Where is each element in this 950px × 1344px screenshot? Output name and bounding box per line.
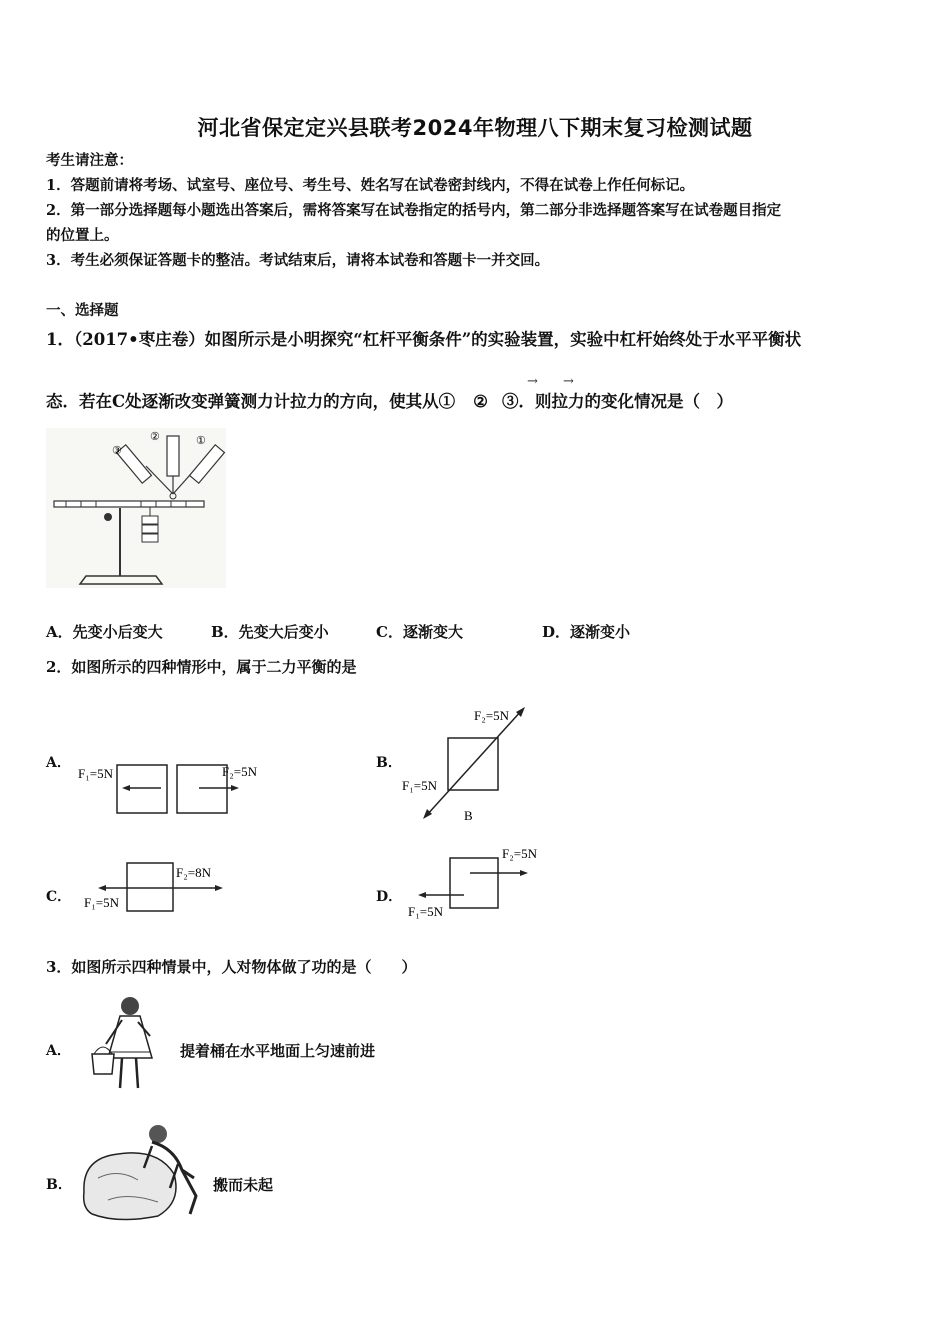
force-label-f1: F₁=5N xyxy=(78,766,113,781)
q1-stem-line1: 1．（2017•枣庄卷）如图所示是小明探究“杠杆平衡条件”的实验装置，实验中杠杆始终处于水平平衡状 xyxy=(46,330,802,349)
arrow-icon: → xyxy=(527,374,538,389)
notice-item-1: 1．答题前请将考场、试室号、座位号、考生号、姓名写在试卷密封线内，不得在试卷上作任何标记。 xyxy=(46,177,695,194)
q1-option-b[interactable]: B．先变大后变小 xyxy=(211,623,329,641)
page-title: 河北省保定定兴县联考2024年物理八下期末复习检测试题 xyxy=(197,116,753,140)
section-heading: 一、选择题 xyxy=(46,302,119,319)
q3-label-b[interactable]: B． xyxy=(46,1177,72,1193)
q2-label-b[interactable]: B． xyxy=(376,755,402,771)
force-label-f2: F₂=5N xyxy=(222,764,257,779)
q3-option-b-text: 搬而未起 xyxy=(213,1176,274,1194)
notice-item-2: 2．第一部分选择题每小题选出答案后，需将答案写在试卷指定的括号内，第二部分非选择题答案写在试卷题目指定 xyxy=(46,202,782,219)
force-label-f1: F₁=5N xyxy=(408,904,443,919)
q2-label-d[interactable]: D． xyxy=(376,889,403,905)
q3-stem: 3．如图所示四种情景中，人对物体做了功的是（ ） xyxy=(46,958,417,976)
force-label-f2: F₂=8N xyxy=(176,865,211,880)
q2-label-a[interactable]: A． xyxy=(46,755,71,771)
label-1: ① xyxy=(196,435,206,447)
label-3: ③ xyxy=(112,445,122,457)
force-label-f2: F₂=5N xyxy=(474,708,509,723)
force-label-f1: F₁=5N xyxy=(84,895,119,910)
q3-option-a-text: 提着桶在水平地面上匀速前进 xyxy=(180,1042,376,1060)
q2-stem: 2．如图所示的四种情形中，属于二力平衡的是 xyxy=(46,658,357,676)
q1-option-a[interactable]: A．先变小后变大 xyxy=(46,623,163,641)
notice-heading: 考生请注意： xyxy=(46,152,133,169)
person-lifting-rock-figure xyxy=(78,1118,213,1224)
label-2: ② xyxy=(150,431,160,443)
q2-figure-b xyxy=(398,700,548,826)
q3-label-a[interactable]: A． xyxy=(46,1043,71,1059)
figure-caption: B xyxy=(464,808,473,823)
notice-item-2-cont: 的位置上。 xyxy=(46,227,119,244)
q1-stem-part-c: ③．则拉力的变化情况是（ ） xyxy=(501,392,733,411)
girl-carrying-bucket-figure xyxy=(80,992,180,1100)
q2-figure-a xyxy=(72,752,272,822)
q2-figure-d xyxy=(400,840,550,922)
arrow-icon: → xyxy=(563,374,574,389)
force-label-f1: F₁=5N xyxy=(402,778,437,793)
force-label-f2: F₂=5N xyxy=(502,846,537,861)
q1-option-c[interactable]: C．逐渐变大 xyxy=(376,623,463,641)
notice-item-3: 3．考生必须保证答题卡的整洁。考试结束后，请将本试卷和答题卡一并交回。 xyxy=(46,252,550,269)
q1-stem-part-a: 态．若在C处逐渐改变弹簧测力计拉力的方向，使其从① xyxy=(46,392,456,411)
lever-apparatus-figure xyxy=(46,428,226,588)
q2-figure-c xyxy=(80,855,230,917)
q1-option-d[interactable]: D．逐渐变小 xyxy=(542,623,631,641)
q1-stem-line2 xyxy=(46,388,733,412)
q2-label-c[interactable]: C． xyxy=(46,889,72,905)
q1-stem-part-b: ② xyxy=(473,392,488,411)
